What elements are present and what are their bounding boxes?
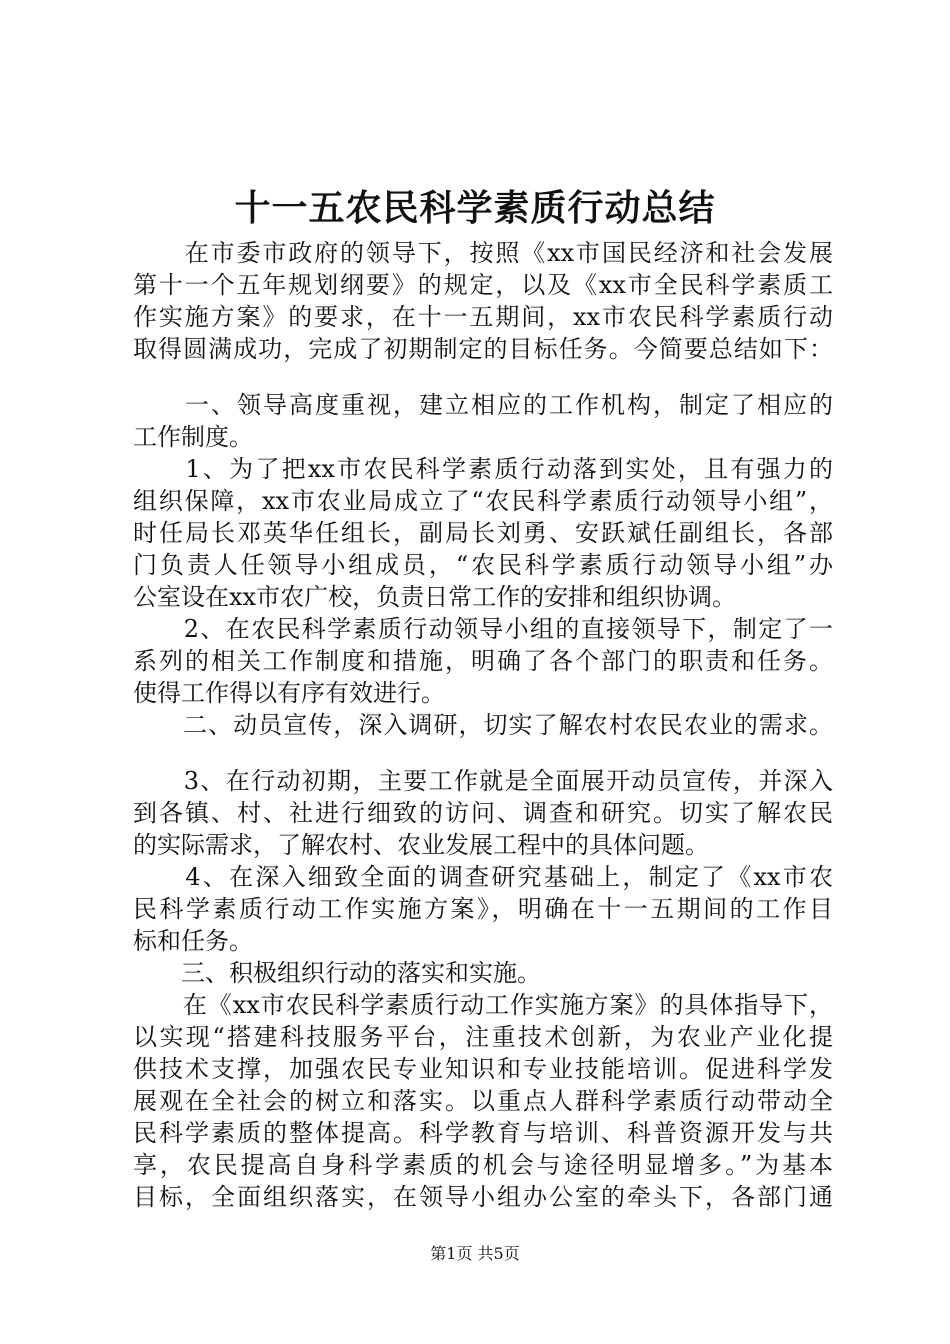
body-line: 系列的相关工作制度和措施，明确了各个部门的职责和任务。 xyxy=(133,647,833,675)
body-line: 第十一个五年规划纲要》的规定，以及《xx市全民科学素质工 xyxy=(133,271,833,299)
document-title: 十一五农民科学素质行动总结 xyxy=(234,187,716,229)
body-line: 使得工作得以有序有效进行。 xyxy=(133,679,445,707)
body-line: 供技术支撑，加强农民专业知识和专业技能培训。促进科学发 xyxy=(133,1055,833,1083)
body-line: 取得圆满成功，完成了初期制定的目标任务。今简要总结如下： xyxy=(133,335,833,363)
page-number-footer: 第1页 共5页 xyxy=(430,1244,520,1263)
body-line: 组织保障，xx市农业局成立了“农民科学素质行动领导小组”， xyxy=(133,487,833,515)
body-line: 1、为了把xx市农民科学素质行动落到实处，且有强力的 xyxy=(133,455,833,483)
body-line: 标和任务。 xyxy=(133,927,253,955)
body-line: 目标，全面组织落实，在领导小组办公室的牵头下，各部门通 xyxy=(133,1183,833,1211)
body-line: 以实现“搭建科技服务平台，注重技术创新，为农业产业化提 xyxy=(133,1023,833,1051)
body-line: 时任局长邓英华任组长，副局长刘勇、安跃斌任副组长，各部 xyxy=(133,519,833,547)
body-line: 公室设在xx市农广校，负责日常工作的安排和组织协调。 xyxy=(133,583,737,611)
section-heading: 一、领导高度重视，建立相应的工作机构，制定了相应的 xyxy=(133,391,833,419)
body-line: 在市委市政府的领导下，按照《xx市国民经济和社会发展 xyxy=(133,239,833,267)
section-heading: 二、动员宣传，深入调研，切实了解农村农民农业的需求。 xyxy=(133,711,833,739)
body-line: 民科学素质的整体提高。科学教育与培训、科普资源开发与共 xyxy=(133,1119,833,1147)
body-line: 展观在全社会的树立和落实。以重点人群科学素质行动带动全 xyxy=(133,1087,833,1115)
body-line: 作实施方案》的要求，在十一五期间，xx市农民科学素质行动 xyxy=(133,303,833,331)
body-line: 2、在农民科学素质行动领导小组的直接领导下，制定了一 xyxy=(133,615,833,643)
body-line: 3、在行动初期，主要工作就是全面展开动员宣传，并深入 xyxy=(133,767,833,795)
section-heading: 三、积极组织行动的落实和实施。 xyxy=(133,959,541,987)
section-heading: 工作制度。 xyxy=(133,423,253,451)
body-line: 在《xx市农民科学素质行动工作实施方案》的具体指导下， xyxy=(133,991,833,1019)
body-line: 门负责人任领导小组成员，“农民科学素质行动领导小组”办 xyxy=(133,551,833,579)
body-line: 到各镇、村、社进行细致的访问、调查和研究。切实了解农民 xyxy=(133,799,833,827)
body-line: 享，农民提高自身科学素质的机会与途径明显增多。”为基本 xyxy=(133,1151,833,1179)
body-line: 民科学素质行动工作实施方案》，明确在十一五期间的工作目 xyxy=(133,895,833,923)
body-line: 的实际需求，了解农村、农业发展工程中的具体问题。 xyxy=(133,831,709,859)
body-line: 4、在深入细致全面的调查研究基础上，制定了《xx市农 xyxy=(133,863,833,891)
